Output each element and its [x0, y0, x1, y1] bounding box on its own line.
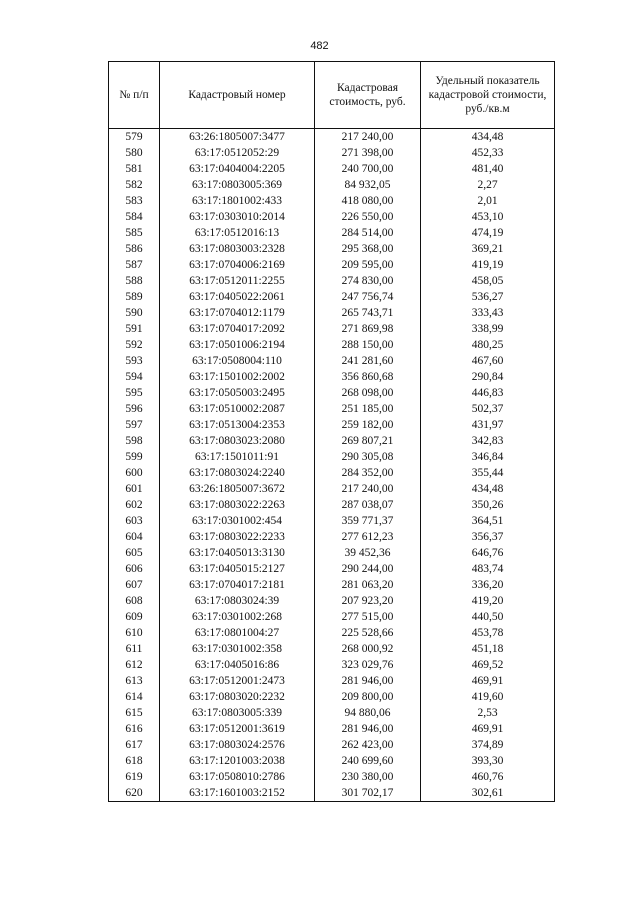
cadastral-cost-cell: 230 380,00: [315, 769, 421, 785]
table-row: [109, 161, 555, 177]
table-row: [109, 385, 555, 401]
cadastral-cost-cell: 84 932,05: [315, 177, 421, 193]
row-number-cell: 601: [109, 481, 160, 497]
table-row: [109, 305, 555, 321]
cadastral-number-cell: 63:17:0512016:13: [160, 225, 315, 241]
table-row: [109, 753, 555, 769]
table-row: [109, 481, 555, 497]
cadastral-cost-cell: 240 700,00: [315, 161, 421, 177]
cadastral-number-cell: 63:17:0303010:2014: [160, 209, 315, 225]
cadastral-number-cell: 63:17:0508010:2786: [160, 769, 315, 785]
cadastral-cost-cell: 209 800,00: [315, 689, 421, 705]
specific-indicator-cell: 369,21: [421, 241, 555, 257]
specific-indicator-cell: 419,60: [421, 689, 555, 705]
row-number-cell: 609: [109, 609, 160, 625]
table-row: [109, 577, 555, 593]
cadastral-cost-cell: 251 185,00: [315, 401, 421, 417]
table-body: [109, 129, 555, 802]
cadastral-cost-cell: 356 860,68: [315, 369, 421, 385]
row-number-cell: 590: [109, 305, 160, 321]
specific-indicator-cell: 467,60: [421, 353, 555, 369]
specific-indicator-cell: 481,40: [421, 161, 555, 177]
row-number-cell: 600: [109, 465, 160, 481]
row-number-cell: 603: [109, 513, 160, 529]
specific-indicator-cell: 440,50: [421, 609, 555, 625]
header-cadastral-cost: Кадастровая стоимость, руб.: [315, 62, 421, 129]
table-row: [109, 625, 555, 641]
cadastral-number-cell: 63:26:1805007:3672: [160, 481, 315, 497]
specific-indicator-cell: 446,83: [421, 385, 555, 401]
cadastral-number-cell: 63:17:1601003:2152: [160, 785, 315, 802]
header-number: № п/п: [109, 62, 160, 129]
table-row: [109, 769, 555, 785]
table-row: [109, 465, 555, 481]
row-number-cell: 582: [109, 177, 160, 193]
cadastral-cost-cell: 265 743,71: [315, 305, 421, 321]
table-row: [109, 337, 555, 353]
cadastral-number-cell: 63:17:1501011:91: [160, 449, 315, 465]
row-number-cell: 595: [109, 385, 160, 401]
cadastral-cost-cell: 217 240,00: [315, 129, 421, 146]
specific-indicator-cell: 346,84: [421, 449, 555, 465]
cadastral-cost-cell: 262 423,00: [315, 737, 421, 753]
table-row: [109, 513, 555, 529]
cadastral-cost-cell: 225 528,66: [315, 625, 421, 641]
cadastral-cost-cell: 269 807,21: [315, 433, 421, 449]
cadastral-number-cell: 63:17:0301002:454: [160, 513, 315, 529]
cadastral-number-cell: 63:17:0513004:2353: [160, 417, 315, 433]
cadastral-cost-cell: 247 756,74: [315, 289, 421, 305]
specific-indicator-cell: 355,44: [421, 465, 555, 481]
cadastral-cost-cell: 281 946,00: [315, 721, 421, 737]
specific-indicator-cell: 290,84: [421, 369, 555, 385]
cadastral-number-cell: 63:17:0405022:2061: [160, 289, 315, 305]
row-number-cell: 608: [109, 593, 160, 609]
table-row: [109, 449, 555, 465]
specific-indicator-cell: 333,43: [421, 305, 555, 321]
row-number-cell: 611: [109, 641, 160, 657]
cadastral-number-cell: 63:17:0803003:2328: [160, 241, 315, 257]
cadastral-number-cell: 63:17:0803022:2263: [160, 497, 315, 513]
specific-indicator-cell: 336,20: [421, 577, 555, 593]
table-row: [109, 289, 555, 305]
row-number-cell: 620: [109, 785, 160, 802]
specific-indicator-cell: 302,61: [421, 785, 555, 802]
specific-indicator-cell: 434,48: [421, 129, 555, 146]
row-number-cell: 616: [109, 721, 160, 737]
row-number-cell: 587: [109, 257, 160, 273]
cadastral-cost-cell: 271 398,00: [315, 145, 421, 161]
table-header: [109, 62, 555, 129]
cadastral-number-cell: 63:17:0501006:2194: [160, 337, 315, 353]
specific-indicator-cell: 451,18: [421, 641, 555, 657]
cadastral-cost-cell: 281 946,00: [315, 673, 421, 689]
cadastral-number-cell: 63:26:1805007:3477: [160, 129, 315, 146]
table-row: [109, 497, 555, 513]
header-specific-indicator: Удельный показатель кадастровой стоимости, руб./кв.м: [421, 62, 555, 129]
cadastral-number-cell: 63:17:0803023:2080: [160, 433, 315, 449]
cadastral-number-cell: 63:17:0704017:2181: [160, 577, 315, 593]
cadastral-number-cell: 63:17:0505003:2495: [160, 385, 315, 401]
header-row: [109, 62, 555, 129]
cadastral-number-cell: 63:17:0704017:2092: [160, 321, 315, 337]
specific-indicator-cell: 419,19: [421, 257, 555, 273]
table-row: [109, 545, 555, 561]
cadastral-cost-cell: 209 595,00: [315, 257, 421, 273]
specific-indicator-cell: 480,25: [421, 337, 555, 353]
cadastral-number-cell: 63:17:1801002:433: [160, 193, 315, 209]
table-row: [109, 369, 555, 385]
table-row: [109, 705, 555, 721]
specific-indicator-cell: 374,89: [421, 737, 555, 753]
cadastral-cost-cell: 323 029,76: [315, 657, 421, 673]
specific-indicator-cell: 452,33: [421, 145, 555, 161]
cadastral-number-cell: 63:17:0404004:2205: [160, 161, 315, 177]
cadastral-number-cell: 63:17:0405013:3130: [160, 545, 315, 561]
specific-indicator-cell: 458,05: [421, 273, 555, 289]
table-row: [109, 785, 555, 802]
cadastral-cost-cell: 39 452,36: [315, 545, 421, 561]
cadastral-number-cell: 63:17:0803020:2232: [160, 689, 315, 705]
cadastral-cost-cell: 277 515,00: [315, 609, 421, 625]
cadastral-cost-cell: 281 063,20: [315, 577, 421, 593]
cadastral-number-cell: 63:17:0512001:3619: [160, 721, 315, 737]
cadastral-cost-cell: 290 305,08: [315, 449, 421, 465]
table-row: [109, 529, 555, 545]
cadastral-number-cell: 63:17:0512001:2473: [160, 673, 315, 689]
table-row: [109, 321, 555, 337]
cadastral-number-cell: 63:17:0704006:2169: [160, 257, 315, 273]
cadastral-number-cell: 63:17:0801004:27: [160, 625, 315, 641]
row-number-cell: 592: [109, 337, 160, 353]
cadastral-cost-cell: 277 612,23: [315, 529, 421, 545]
row-number-cell: 602: [109, 497, 160, 513]
row-number-cell: 612: [109, 657, 160, 673]
table-row: [109, 257, 555, 273]
row-number-cell: 607: [109, 577, 160, 593]
specific-indicator-cell: 453,10: [421, 209, 555, 225]
cadastral-number-cell: 63:17:0803005:369: [160, 177, 315, 193]
row-number-cell: 581: [109, 161, 160, 177]
cadastral-cost-cell: 268 098,00: [315, 385, 421, 401]
row-number-cell: 580: [109, 145, 160, 161]
cadastral-cost-cell: 284 352,00: [315, 465, 421, 481]
row-number-cell: 594: [109, 369, 160, 385]
table-row: [109, 241, 555, 257]
cadastral-number-cell: 63:17:0803022:2233: [160, 529, 315, 545]
cadastral-number-cell: 63:17:0405016:86: [160, 657, 315, 673]
specific-indicator-cell: 453,78: [421, 625, 555, 641]
cadastral-cost-cell: 259 182,00: [315, 417, 421, 433]
cadastral-cost-cell: 284 514,00: [315, 225, 421, 241]
page-number: 482: [310, 40, 329, 52]
cadastral-cost-cell: 94 880,06: [315, 705, 421, 721]
row-number-cell: 589: [109, 289, 160, 305]
row-number-cell: 617: [109, 737, 160, 753]
table-row: [109, 673, 555, 689]
specific-indicator-cell: 469,52: [421, 657, 555, 673]
cadastral-number-cell: 63:17:1501002:2002: [160, 369, 315, 385]
table-row: [109, 129, 555, 146]
specific-indicator-cell: 364,51: [421, 513, 555, 529]
row-number-cell: 619: [109, 769, 160, 785]
table-row: [109, 721, 555, 737]
table-row: [109, 209, 555, 225]
table-row: [109, 593, 555, 609]
row-number-cell: 597: [109, 417, 160, 433]
cadastral-table: [108, 61, 555, 802]
row-number-cell: 614: [109, 689, 160, 705]
specific-indicator-cell: 350,26: [421, 497, 555, 513]
row-number-cell: 606: [109, 561, 160, 577]
row-number-cell: 610: [109, 625, 160, 641]
table-row: [109, 609, 555, 625]
table-row: [109, 737, 555, 753]
row-number-cell: 579: [109, 129, 160, 146]
cadastral-number-cell: 63:17:0803005:339: [160, 705, 315, 721]
row-number-cell: 593: [109, 353, 160, 369]
table-row: [109, 145, 555, 161]
cadastral-cost-cell: 240 699,60: [315, 753, 421, 769]
specific-indicator-cell: 646,76: [421, 545, 555, 561]
specific-indicator-cell: 2,01: [421, 193, 555, 209]
cadastral-cost-cell: 290 244,00: [315, 561, 421, 577]
cadastral-number-cell: 63:17:0301002:268: [160, 609, 315, 625]
table-row: [109, 657, 555, 673]
cadastral-number-cell: 63:17:0510002:2087: [160, 401, 315, 417]
header-cadastral-number: Кадастровый номер: [160, 62, 315, 129]
table-row: [109, 689, 555, 705]
row-number-cell: 586: [109, 241, 160, 257]
cadastral-number-cell: 63:17:0512011:2255: [160, 273, 315, 289]
table-row: [109, 273, 555, 289]
specific-indicator-cell: 460,76: [421, 769, 555, 785]
table-row: [109, 401, 555, 417]
cadastral-cost-cell: 418 080,00: [315, 193, 421, 209]
cadastral-number-cell: 63:17:0803024:2240: [160, 465, 315, 481]
specific-indicator-cell: 483,74: [421, 561, 555, 577]
cadastral-number-cell: 63:17:0803024:2576: [160, 737, 315, 753]
cadastral-cost-cell: 241 281,60: [315, 353, 421, 369]
cadastral-cost-cell: 301 702,17: [315, 785, 421, 802]
row-number-cell: 585: [109, 225, 160, 241]
specific-indicator-cell: 431,97: [421, 417, 555, 433]
specific-indicator-cell: 2,53: [421, 705, 555, 721]
specific-indicator-cell: 338,99: [421, 321, 555, 337]
cadastral-number-cell: 63:17:0704012:1179: [160, 305, 315, 321]
row-number-cell: 583: [109, 193, 160, 209]
cadastral-cost-cell: 274 830,00: [315, 273, 421, 289]
table-row: [109, 177, 555, 193]
cadastral-number-cell: 63:17:1201003:2038: [160, 753, 315, 769]
cadastral-cost-cell: 359 771,37: [315, 513, 421, 529]
specific-indicator-cell: 434,48: [421, 481, 555, 497]
specific-indicator-cell: 502,37: [421, 401, 555, 417]
cadastral-number-cell: 63:17:0803024:39: [160, 593, 315, 609]
cadastral-number-cell: 63:17:0405015:2127: [160, 561, 315, 577]
specific-indicator-cell: 474,19: [421, 225, 555, 241]
cadastral-cost-cell: 207 923,20: [315, 593, 421, 609]
specific-indicator-cell: 2,27: [421, 177, 555, 193]
table-row: [109, 561, 555, 577]
specific-indicator-cell: 469,91: [421, 673, 555, 689]
row-number-cell: 604: [109, 529, 160, 545]
table-row: [109, 225, 555, 241]
table-row: [109, 417, 555, 433]
cadastral-number-cell: 63:17:0508004:110: [160, 353, 315, 369]
specific-indicator-cell: 393,30: [421, 753, 555, 769]
table-row: [109, 641, 555, 657]
specific-indicator-cell: 469,91: [421, 721, 555, 737]
row-number-cell: 618: [109, 753, 160, 769]
row-number-cell: 605: [109, 545, 160, 561]
cadastral-cost-cell: 217 240,00: [315, 481, 421, 497]
specific-indicator-cell: 356,37: [421, 529, 555, 545]
specific-indicator-cell: 419,20: [421, 593, 555, 609]
table-row: [109, 353, 555, 369]
cadastral-number-cell: 63:17:0301002:358: [160, 641, 315, 657]
row-number-cell: 591: [109, 321, 160, 337]
specific-indicator-cell: 342,83: [421, 433, 555, 449]
cadastral-cost-cell: 268 000,92: [315, 641, 421, 657]
specific-indicator-cell: 536,27: [421, 289, 555, 305]
row-number-cell: 613: [109, 673, 160, 689]
cadastral-cost-cell: 288 150,00: [315, 337, 421, 353]
row-number-cell: 596: [109, 401, 160, 417]
cadastral-cost-cell: 271 869,98: [315, 321, 421, 337]
row-number-cell: 584: [109, 209, 160, 225]
table-row: [109, 193, 555, 209]
row-number-cell: 615: [109, 705, 160, 721]
row-number-cell: 599: [109, 449, 160, 465]
row-number-cell: 588: [109, 273, 160, 289]
row-number-cell: 598: [109, 433, 160, 449]
cadastral-cost-cell: 287 038,07: [315, 497, 421, 513]
table-row: [109, 433, 555, 449]
cadastral-number-cell: 63:17:0512052:29: [160, 145, 315, 161]
cadastral-cost-cell: 226 550,00: [315, 209, 421, 225]
cadastral-cost-cell: 295 368,00: [315, 241, 421, 257]
